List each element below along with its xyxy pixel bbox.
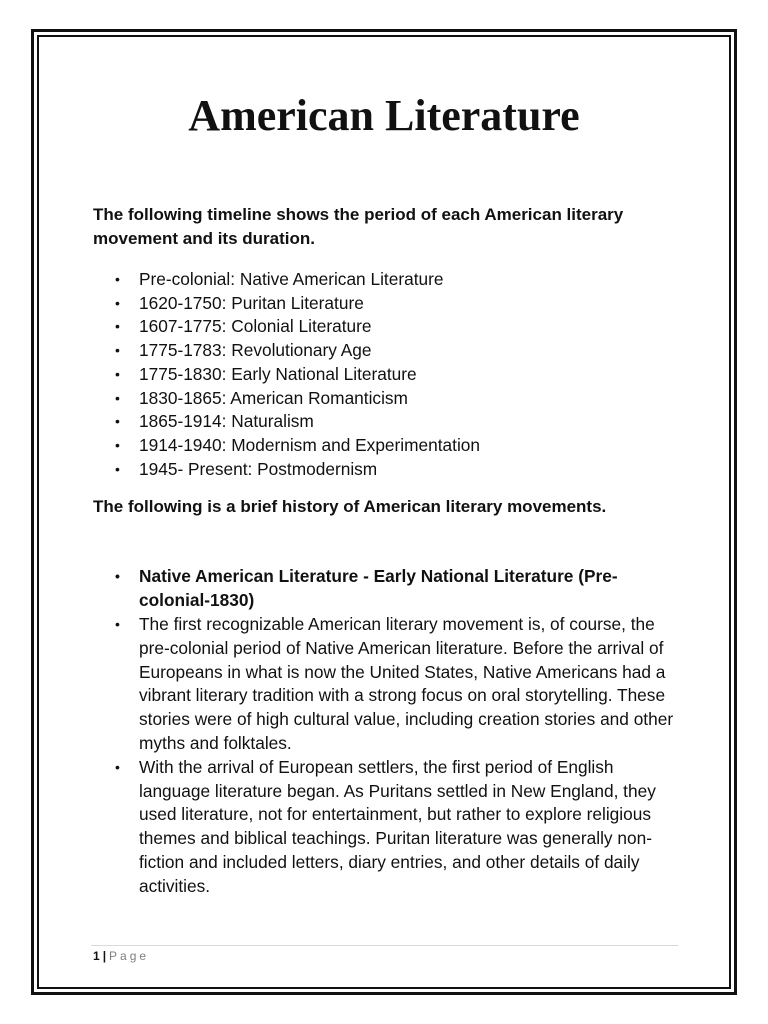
timeline-item: • Pre-colonial: Native American Literature (93, 268, 683, 292)
timeline-intro: The following timeline shows the period of each American literary movement and its duration. (93, 205, 624, 248)
timeline-item: • 1914-1940: Modernism and Experimentation (93, 434, 683, 458)
timeline-item: • 1775-1830: Early National Literature (93, 363, 683, 387)
history-item-heading: • Native American Literature - Early National Literature (Pre-colonial-1830) (93, 565, 683, 613)
page-footer (93, 948, 149, 964)
timeline-item: • 1775-1783: Revolutionary Age (93, 339, 683, 363)
timeline-item: • 1620-1750: Puritan Literature (93, 292, 683, 316)
timeline-item: • 1830-1865: American Romanticism (93, 387, 683, 411)
page-label: Page (109, 949, 150, 963)
timeline-item: • 1945- Present: Postmodernism (93, 458, 683, 482)
document-title: American Literature (188, 91, 580, 140)
timeline-list (93, 268, 683, 481)
timeline-item: • 1607-1775: Colonial Literature (93, 315, 683, 339)
history-item: • The first recognizable American literary movement is, of course, the pre-colonial period of Native American literature. Before the arrival of Europeans in what is now the United States, Native Americans had a vibrant literary tradition with a strong focus on oral storytelling. These stories were of high cultural value, including creation stories and other myths and folktales. (93, 613, 683, 756)
timeline-item: • 1865-1914: Naturalism (93, 410, 683, 434)
history-item: • With the arrival of European settlers, the first period of English language literature began. As Puritans settled in New England, they used literature, not for entertainment, but rather to explore religious themes and biblical teachings. Puritan literature was generally non-fiction and included letters, diary entries, and other details of daily activities. (93, 756, 683, 899)
page-number: 1 (93, 949, 100, 963)
footer-divider (91, 945, 678, 946)
history-heading: The following is a brief history of American literary movements. (93, 497, 607, 517)
footer-separator: | (102, 949, 107, 963)
document-body (93, 203, 683, 898)
history-list (93, 565, 683, 898)
